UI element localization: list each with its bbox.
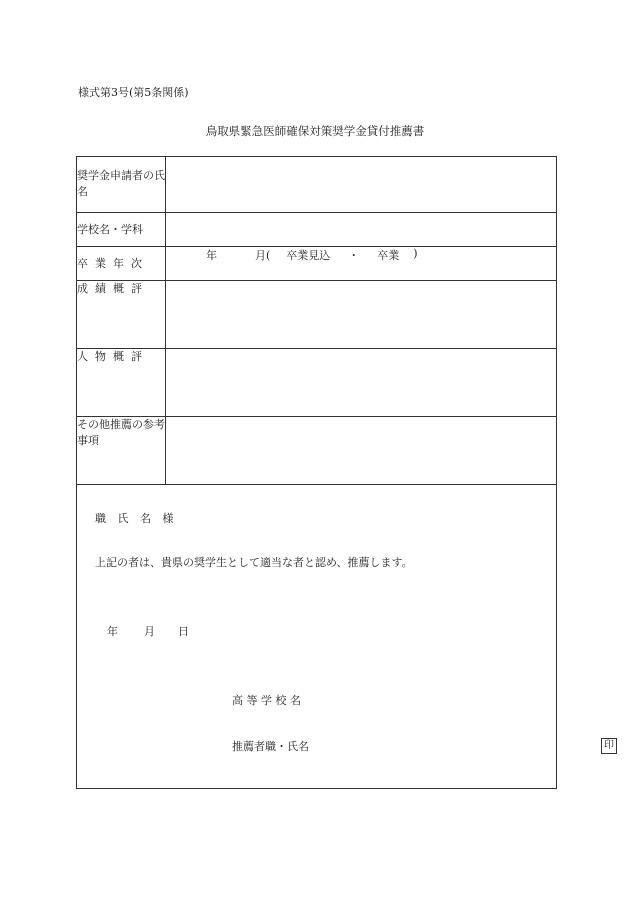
recommender-title-name-label: 推薦者職・氏名 [232,740,309,753]
option-expected-graduation[interactable]: 卒業見込 [286,249,331,262]
date-year: 年 [107,625,118,638]
school-name-label: 高 等 学 校 名 [232,694,301,707]
table-row [77,485,557,789]
table-row [77,417,557,485]
table-row [77,157,557,213]
academic-evaluation-field[interactable] [166,281,557,349]
recommendation-section [77,485,614,789]
character-evaluation-field[interactable] [166,349,557,417]
school-department-field[interactable] [166,213,557,247]
table-row [77,213,557,247]
option-graduated[interactable]: 卒業 [377,249,400,262]
academic-evaluation-label: 成績概評 [77,281,166,349]
other-remarks-label: その他推薦の参考事項 [77,417,166,485]
table-row [77,349,557,417]
graduation-year-field[interactable] [166,247,557,281]
recommendation-statement: 上記の者は、貴県の奨学生として適当な者と認め、推薦します。 [95,556,413,569]
table-row [77,247,557,281]
character-evaluation-label: 人物概評 [77,349,166,417]
month-unit: 月( [255,249,271,262]
year-unit: 年 [206,249,217,262]
date-day: 日 [178,625,189,638]
document-title: 鳥取県緊急医師確保対策奨学金貸付推薦書 [205,124,425,138]
addressee-line: 職 氏 名 様 [95,512,178,525]
date-month: 月 [144,625,155,638]
school-department-label: 学校名・学科 [77,213,166,247]
other-remarks-field[interactable] [166,417,557,485]
recommendation-form-table [76,156,614,789]
graduation-year-label: 卒業年次 [77,247,166,281]
form-number: 様式第3号(第5条関係) [78,86,189,99]
applicant-name-field[interactable] [166,157,557,213]
applicant-name-label: 奨学金申請者の氏名 [77,157,166,213]
option-separator: ・ [348,249,360,262]
close-paren: ) [413,247,418,260]
seal-mark: 印 [601,738,617,754]
table-row [77,281,557,349]
